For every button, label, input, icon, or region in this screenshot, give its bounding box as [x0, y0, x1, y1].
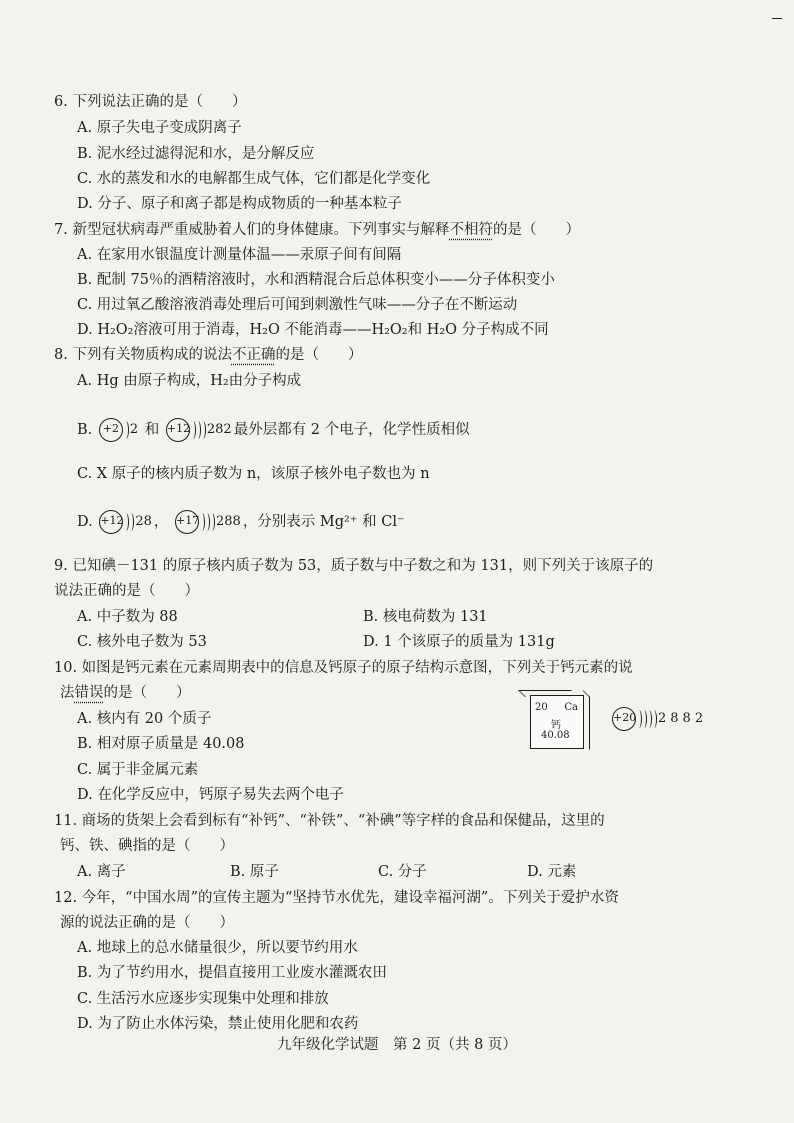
q9-stem-1: 9. 已知碘－131 的原子核内质子数为 53，质子数与中子数之和为 131，则下列关于该原子的 — [54, 558, 654, 574]
q10-option-a: A. 核内有 20 个质子 — [77, 711, 212, 727]
atom-diagram-cl-ion — [175, 510, 241, 534]
q12-stem-1: 12. 今年，“中国水周”的宣传主题为“坚持节水优先，建设幸福河湖”。下列关于爱护水资 — [54, 890, 619, 906]
q9-option-a: A. 中子数为 88 — [77, 609, 178, 625]
atom-shells: 28 — [135, 514, 152, 529]
q6-option-a: A. 原子失电子变成阴离子 — [77, 120, 242, 136]
q11-option-a: A. 离子 — [77, 864, 126, 880]
q8-option-a: A. Hg 由原子构成，H₂由分子构成 — [77, 373, 302, 389]
atomic-number: 20 — [535, 702, 548, 713]
atom-diagram-he — [99, 418, 138, 442]
atom-nucleus: +17 — [175, 510, 199, 534]
q10-option-b: B. 相对原子质量是 40.08 — [77, 736, 245, 752]
atom-nucleus: +12 — [166, 418, 190, 442]
atom-shells: 288 — [215, 514, 241, 529]
q11-stem-2: 钙、铁、碘指的是（ ） — [60, 838, 234, 854]
q7-option-c: C. 用过氧乙酸溶液消毒处理后可闻到刺激性气味——分子在不断运动 — [77, 297, 518, 313]
q12-option-c: C. 生活污水应逐步实现集中处理和排放 — [77, 991, 329, 1007]
atomic-mass: 40.08 — [541, 730, 570, 741]
q8-option-c: C. X 原子的核内质子数为 n，该原子核外电子数也为 n — [77, 466, 430, 482]
q8-stem-emphasis: 不正确 — [231, 347, 276, 363]
q11-option-d: D. 元素 — [527, 864, 577, 880]
q10-option-d: D. 在化学反应中，钙原子易失去两个电子 — [77, 787, 344, 803]
q7-option-b: B. 配制 75％的酒精溶液时，水和酒精混合后总体积变小——分子体积变小 — [77, 272, 555, 288]
atom-diagram-mg — [166, 418, 232, 442]
q11-option-c: C. 分子 — [378, 864, 427, 880]
q7-option-a: A. 在家用水银温度计测量体温——汞原子间有间隔 — [77, 247, 402, 263]
q11-option-b: B. 原子 — [230, 864, 279, 880]
q8-stem-pre: 8. 下列有关物质构成的说法 — [54, 347, 232, 363]
element-symbol: Ca — [564, 702, 578, 713]
q10-stem-1: 10. 如图是钙元素在元素周期表中的信息及钙原子的原子结构示意图，下列关于钙元素的说 — [54, 660, 633, 676]
q8-b-text: 最外层都有 2 个电子，化学性质相似 — [233, 422, 470, 438]
q6-stem: 6. 下列说法正确的是（ ） — [54, 94, 247, 110]
q10-option-c: C. 属于非金属元素 — [77, 762, 199, 778]
q10-stem-pre: 法 — [60, 685, 75, 701]
q12-option-b: B. 为了节约用水，提倡直接用工业废水灌溉农田 — [77, 965, 387, 981]
q7-stem-post: 的是（ ） — [492, 222, 580, 238]
q9-option-c: C. 核外电子数为 53 — [77, 634, 207, 650]
corner-mark — [772, 18, 782, 19]
q10-stem-post: 的是（ ） — [103, 685, 191, 701]
q8-b-and: 和 — [144, 422, 160, 438]
q8-d-label: D. — [77, 514, 93, 530]
q12-stem-2: 源的说法正确的是（ ） — [60, 915, 234, 931]
atom-shells: 282 — [206, 422, 232, 437]
q8-stem-post: 的是（ ） — [275, 347, 363, 363]
q6-option-d: D. 分子、原子和离子都是构成物质的一种基本粒子 — [77, 196, 402, 212]
q8-option-b — [77, 418, 470, 442]
q8-b-label: B. — [77, 422, 93, 438]
page-footer: 九年级化学试题 第 2 页（共 8 页） — [277, 1037, 517, 1053]
calcium-atom-diagram — [610, 707, 709, 731]
q10-stem-emphasis: 错误 — [74, 685, 104, 701]
q12-option-a: A. 地球上的总水储量很少，所以要节约用水 — [77, 940, 358, 956]
atom-shells: 2882 — [658, 711, 708, 726]
q8-stem — [54, 346, 362, 364]
periodic-table-cell-calcium — [530, 695, 584, 749]
q12-option-d: D. 为了防止水体污染，禁止使用化肥和农药 — [77, 1016, 359, 1032]
q10-stem-2 — [60, 684, 191, 702]
q7-option-d: D. H₂O₂溶液可用于消毒，H₂O 不能消毒——H₂O₂和 H₂O 分子构成不同 — [77, 322, 549, 338]
q8-d-text: ，分别表示 Mg²⁺ 和 Cl⁻ — [242, 514, 405, 530]
element-name: 钙 — [551, 720, 561, 731]
q7-stem-emphasis: 不相符 — [449, 222, 493, 238]
q6-option-b: B. 泥水经过滤得泥和水，是分解反应 — [77, 146, 315, 162]
atom-nucleus: +2 — [99, 418, 123, 442]
q9-stem-2: 说法正确的是（ ） — [54, 583, 199, 599]
q6-option-c: C. 水的蒸发和水的电解都生成气体，它们都是化学变化 — [77, 171, 431, 187]
q8-option-d: D. +12 28 ， +17 288 ，分别表示 Mg²⁺ 和 Cl⁻ — [77, 510, 405, 534]
q9-option-b: B. 核电荷数为 131 — [363, 609, 488, 625]
atom-diagram-mg-ion — [99, 510, 152, 534]
q9-option-d: D. 1 个该原子的质量为 131g — [363, 634, 555, 650]
q7-stem-pre: 7. 新型冠状病毒严重威胁着人们的身体健康。下列事实与解释 — [54, 222, 450, 238]
atom-nucleus: +12 — [99, 510, 123, 534]
q7-stem — [54, 221, 580, 239]
atom-nucleus: +20 — [612, 707, 636, 731]
q11-stem-1: 11. 商场的货架上会看到标有“补钙”、“补铁”、“补碘”等字样的食品和保健品，这里的 — [54, 813, 605, 829]
atom-shells: 2 — [129, 422, 139, 437]
